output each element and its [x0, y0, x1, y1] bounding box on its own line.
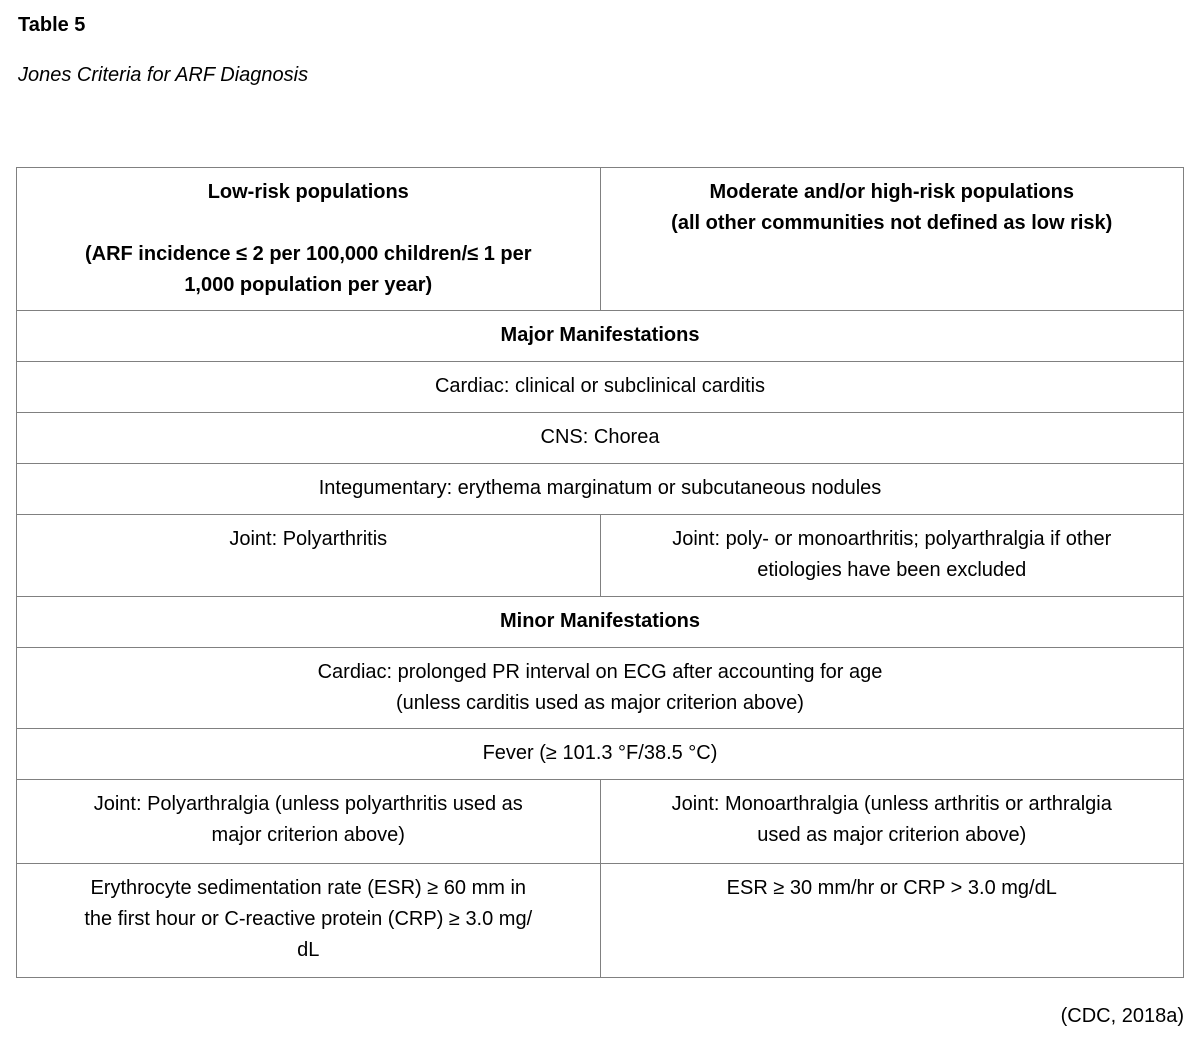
table-row-minor-cardiac [17, 648, 1184, 729]
header-cell-low-risk [17, 168, 601, 311]
low-risk-subtitle-line2: 1,000 population per year) [184, 274, 433, 296]
minor-joint-low-risk-line1: Joint: Polyarthralgia (unless polyarthritis used as [93, 793, 523, 815]
citation: (CDC, 2018a) [1060, 1005, 1184, 1027]
table-row-major-cardiac [17, 362, 1184, 413]
table-row-major-integumentary [17, 464, 1184, 515]
minor-fever-cell: Fever (≥ 101.3 °F/38.5 °C) [17, 729, 1184, 780]
table-row-minor-esr-crp [17, 864, 1184, 978]
major-joint-high-risk-cell [600, 515, 1184, 597]
minor-joint-high-risk-cell [600, 780, 1184, 864]
moderate-high-risk-line2: (all other communities not defined as low risk) [671, 212, 1113, 234]
table-row-minor-joint [17, 780, 1184, 864]
minor-joint-low-risk-cell [17, 780, 601, 864]
minor-esr-low-risk-line3: dL [297, 939, 320, 961]
table-row-major-cns [17, 413, 1184, 464]
table-row-major-joint [17, 515, 1184, 597]
minor-cardiac-cell [17, 648, 1184, 729]
minor-cardiac-line1: Cardiac: prolonged PR interval on ECG after accounting for age [317, 661, 883, 683]
low-risk-subtitle [25, 239, 592, 301]
minor-joint-high-risk-line2: used as major criterion above) [757, 824, 1027, 846]
major-cns-cell: CNS: Chorea [17, 413, 1184, 464]
table-row-major-manifestations-header [17, 311, 1184, 362]
major-cardiac-cell: Cardiac: clinical or subclinical carditis [17, 362, 1184, 413]
major-joint-high-risk-line2: etiologies have been excluded [757, 559, 1027, 581]
table-row-minor-manifestations-header [17, 597, 1184, 648]
major-joint-high-risk-line1: Joint: poly- or monoarthritis; polyarthralgia if other [672, 528, 1112, 550]
jones-criteria-table [16, 167, 1184, 978]
low-risk-subtitle-line1: (ARF incidence ≤ 2 per 100,000 children/≤ 1 per [84, 243, 532, 265]
moderate-high-risk-line1: Moderate and/or high-risk populations [709, 181, 1074, 203]
minor-esr-high-risk-cell: ESR ≥ 30 mm/hr or CRP > 3.0 mg/dL [600, 864, 1184, 978]
major-integumentary-cell: Integumentary: erythema marginatum or subcutaneous nodules [17, 464, 1184, 515]
minor-cardiac-line2: (unless carditis used as major criterion above) [396, 692, 804, 714]
low-risk-title: Low-risk populations [207, 181, 409, 203]
table-caption: Jones Criteria for ARF Diagnosis [18, 64, 309, 86]
major-joint-low-risk-cell: Joint: Polyarthritis [17, 515, 601, 597]
table-row-minor-fever [17, 729, 1184, 780]
minor-esr-low-risk-line2: the first hour or C-reactive protein (CRP) ≥ 3.0 mg/ [84, 908, 533, 930]
minor-manifestations-header-cell: Minor Manifestations [17, 597, 1184, 648]
minor-joint-high-risk-line1: Joint: Monoarthralgia (unless arthritis or arthralgia [671, 793, 1112, 815]
minor-joint-low-risk-line2: major criterion above) [211, 824, 405, 846]
minor-esr-low-risk-line1: Erythrocyte sedimentation rate (ESR) ≥ 60 mm in [90, 877, 527, 899]
major-manifestations-header-cell: Major Manifestations [17, 311, 1184, 362]
minor-esr-low-risk-cell [17, 864, 601, 978]
header-cell-moderate-high-risk [600, 168, 1184, 311]
table-label: Table 5 [18, 14, 86, 36]
table-row-population-header [17, 168, 1184, 311]
